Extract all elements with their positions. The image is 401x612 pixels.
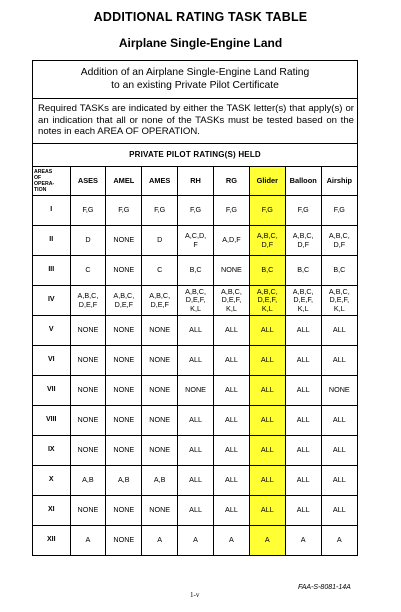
area-label: VIII — [33, 406, 70, 436]
task-cell-line: A,B — [82, 475, 94, 485]
table-row — [33, 226, 357, 256]
page-title: ADDITIONAL RATING TASK TABLE — [93, 10, 308, 24]
column-header-ames: AMES — [142, 167, 178, 196]
intro-line-1: Addition of an Airplane Single-Engine Land Rating — [80, 67, 310, 78]
page-number: 1-v — [190, 591, 200, 599]
table-row — [33, 286, 357, 316]
task-cell — [106, 346, 142, 376]
task-cell — [106, 196, 142, 226]
task-cell-line: F — [193, 239, 198, 249]
task-cell-line: NONE — [113, 415, 135, 425]
table-row — [33, 436, 357, 466]
task-cell-line: A,B,C, — [149, 291, 171, 301]
task-cell-line: D,E,F, — [185, 295, 206, 305]
task-cell-line: D — [157, 235, 163, 245]
task-cell-line: ALL — [189, 325, 202, 335]
task-cell — [321, 466, 357, 496]
task-cell — [178, 406, 214, 436]
task-cell-line: A — [157, 535, 163, 545]
intro-box — [33, 61, 357, 99]
task-cell-line: ALL — [296, 445, 310, 455]
task-cell-line: ALL — [225, 505, 238, 515]
task-cell — [214, 286, 250, 316]
task-cell-line: ALL — [260, 475, 274, 485]
page-subtitle: Airplane Single-Engine Land — [118, 36, 283, 50]
task-cell — [70, 226, 106, 256]
task-cell — [249, 346, 285, 376]
task-cell — [285, 376, 321, 406]
table-row — [33, 196, 357, 226]
task-cell — [214, 376, 250, 406]
task-cell-line: ALL — [296, 475, 310, 485]
area-label: V — [33, 316, 70, 346]
task-cell-line: A,B,C, — [77, 291, 99, 301]
task-cell — [106, 376, 142, 406]
task-cell-line: NONE — [77, 445, 99, 455]
task-cell-line: ALL — [260, 445, 274, 455]
task-cell-line: A — [85, 535, 91, 545]
task-cell — [321, 526, 357, 556]
table-header-row — [33, 167, 357, 196]
column-header-rh: RH — [178, 167, 214, 196]
task-cell — [285, 346, 321, 376]
task-cell-line: ALL — [296, 355, 310, 365]
corner-line: OF — [34, 174, 42, 181]
task-cell — [321, 376, 357, 406]
task-cell — [106, 316, 142, 346]
task-cell — [70, 526, 106, 556]
task-cell-line: ALL — [332, 355, 346, 365]
task-cell — [321, 256, 357, 286]
task-cell-line: ALL — [225, 355, 238, 365]
task-cell-line: K,L — [333, 303, 345, 313]
task-cell — [214, 406, 250, 436]
task-cell — [70, 286, 106, 316]
task-cell — [70, 496, 106, 526]
task-cell-line: NONE — [149, 505, 171, 515]
task-cell — [70, 466, 106, 496]
task-cell-line: ALL — [296, 415, 310, 425]
task-cell-line: ALL — [260, 355, 274, 365]
task-cell-line: A,B,C, — [113, 291, 135, 301]
task-cell-line: A,B,C, — [328, 231, 350, 241]
task-cell-line: A,B — [118, 475, 130, 485]
task-cell — [142, 406, 178, 436]
task-cell-line: D,E,F — [114, 299, 133, 309]
task-cell-line: B,C — [189, 265, 202, 275]
task-cell-line: D,F — [297, 239, 309, 249]
task-cell-line: NONE — [113, 325, 135, 335]
task-cell — [321, 436, 357, 466]
task-cell-line: ALL — [225, 325, 238, 335]
task-cell-line: F,G — [154, 205, 166, 215]
task-cell — [285, 436, 321, 466]
task-cell-line: NONE — [149, 325, 171, 335]
task-cell-line: ALL — [260, 385, 274, 395]
task-cell — [178, 316, 214, 346]
task-cell-line: A — [229, 535, 234, 545]
task-cell-line: ALL — [332, 445, 346, 455]
task-cell — [249, 466, 285, 496]
task-cell — [178, 496, 214, 526]
task-cell — [178, 436, 214, 466]
task-cell — [178, 256, 214, 286]
task-cell-line: ALL — [332, 325, 346, 335]
task-cell-line: NONE — [328, 385, 350, 395]
task-cell — [142, 436, 178, 466]
intro-line-2: to an existing Private Pilot Certificate — [111, 80, 279, 91]
area-label: VI — [33, 346, 70, 376]
task-cell-line: NONE — [113, 235, 135, 245]
task-cell — [214, 316, 250, 346]
task-cell-line: ALL — [260, 325, 274, 335]
task-cell — [178, 226, 214, 256]
task-cell-line: ALL — [260, 505, 274, 515]
task-cell-line: A — [336, 535, 342, 545]
task-cell — [106, 226, 142, 256]
task-cell — [285, 316, 321, 346]
task-cell — [70, 406, 106, 436]
task-cell-line: D,F — [333, 239, 346, 249]
corner-line: TION — [34, 187, 47, 194]
task-cell-line: NONE — [221, 265, 242, 275]
task-table-frame — [32, 60, 358, 556]
task-cell — [285, 526, 321, 556]
task-cell — [214, 526, 250, 556]
task-cell — [321, 226, 357, 256]
task-cell-line: K,L — [190, 303, 201, 313]
task-cell-line: ALL — [296, 505, 310, 515]
task-cell-line: D,E,F, — [329, 295, 350, 305]
task-cell-line: A — [264, 535, 270, 545]
task-cell-line: NONE — [113, 355, 135, 365]
task-cell-line: D — [85, 235, 91, 245]
task-cell — [214, 256, 250, 286]
task-cell — [285, 226, 321, 256]
task-cell-line: ALL — [332, 415, 346, 425]
task-cell — [142, 376, 178, 406]
task-cell-line: A,C,D, — [184, 231, 207, 241]
task-cell — [70, 376, 106, 406]
task-cell-line: NONE — [149, 445, 171, 455]
task-cell-line: ALL — [225, 415, 238, 425]
table-row — [33, 346, 357, 376]
areas-of-operation-header — [33, 167, 70, 196]
task-cell-line: ALL — [296, 385, 310, 395]
task-cell-line: NONE — [185, 385, 206, 395]
task-cell — [285, 466, 321, 496]
task-cell-line: D,E,F — [78, 299, 98, 309]
task-cell-line: A,B — [153, 475, 166, 485]
task-cell-line: A — [300, 535, 306, 545]
task-cell-line: NONE — [77, 325, 99, 335]
task-cell — [142, 256, 178, 286]
task-cell — [249, 226, 285, 256]
task-cell — [178, 376, 214, 406]
task-cell — [142, 346, 178, 376]
area-label: XI — [33, 496, 70, 526]
task-cell-line: F,G — [225, 205, 238, 215]
task-cell — [249, 256, 285, 286]
table-heading: PRIVATE PILOT RATING(S) HELD — [33, 144, 357, 167]
task-cell — [178, 346, 214, 376]
task-cell — [106, 526, 142, 556]
task-cell — [249, 526, 285, 556]
task-cell — [70, 346, 106, 376]
task-cell — [321, 346, 357, 376]
area-label: IV — [33, 286, 70, 316]
task-cell-line: A,B,C, — [256, 286, 278, 296]
task-cell — [285, 406, 321, 436]
task-cell-line: C — [85, 265, 91, 275]
task-cell-line: NONE — [77, 355, 99, 365]
task-cell — [214, 436, 250, 466]
task-cell-line: F,G — [333, 205, 345, 215]
table-row — [33, 466, 357, 496]
task-cell-line: ALL — [189, 355, 202, 365]
area-label: X — [33, 466, 70, 496]
task-cell — [249, 376, 285, 406]
task-cell — [249, 196, 285, 226]
task-cell-line: F,G — [82, 205, 94, 215]
area-label: IX — [33, 436, 70, 466]
column-header-airship: Airship — [321, 167, 357, 196]
task-cell — [214, 496, 250, 526]
table-row — [33, 376, 357, 406]
task-cell-line: NONE — [149, 385, 171, 395]
task-cell-line: A — [193, 535, 198, 545]
task-cell — [178, 286, 214, 316]
task-cell-line: ALL — [225, 385, 238, 395]
rating-task-table — [33, 167, 357, 555]
task-cell — [321, 406, 357, 436]
task-cell — [142, 496, 178, 526]
task-cell-line: C — [157, 265, 163, 275]
task-cell — [106, 466, 142, 496]
intro-note: Required TASKs are indicated by either the TASK letter(s) that apply(s) or an indication that all or none of the TASKs must be tested based on the notes in each AREA OF OPERATION. — [33, 99, 357, 144]
task-cell-line: D,E,F — [150, 299, 169, 309]
corner-line: AREAS — [34, 168, 53, 175]
area-label: XII — [33, 526, 70, 556]
column-header-ases: ASES — [70, 167, 106, 196]
task-cell — [142, 226, 178, 256]
task-cell-line: NONE — [77, 505, 99, 515]
task-cell-line: ALL — [332, 505, 346, 515]
task-cell — [249, 406, 285, 436]
task-cell — [285, 496, 321, 526]
area-label: I — [33, 196, 70, 226]
task-cell-line: D,E,F, — [221, 295, 242, 305]
document-id: FAA-S-8081-14A — [298, 584, 351, 591]
task-cell-line: ALL — [332, 475, 346, 485]
task-cell — [70, 436, 106, 466]
task-cell-line: NONE — [149, 355, 171, 365]
task-cell-line: NONE — [113, 505, 135, 515]
task-cell — [178, 466, 214, 496]
task-cell-line: A,B,C, — [221, 286, 242, 296]
task-cell-line: ALL — [260, 415, 274, 425]
task-cell — [321, 496, 357, 526]
task-cell — [249, 496, 285, 526]
task-cell — [106, 286, 142, 316]
table-row — [33, 496, 357, 526]
task-cell-line: ALL — [296, 325, 310, 335]
task-cell-line: A,B,C, — [292, 286, 314, 296]
task-cell-line: NONE — [149, 415, 171, 425]
table-row — [33, 256, 357, 286]
corner-line: OPERA- — [34, 181, 55, 187]
task-cell-line: B,C — [261, 265, 274, 275]
task-cell — [106, 406, 142, 436]
task-cell-line: NONE — [113, 385, 135, 395]
task-cell-line: A,B,C, — [292, 231, 314, 241]
task-cell-line: A,B,C, — [256, 231, 278, 241]
task-cell — [285, 256, 321, 286]
task-cell — [214, 226, 250, 256]
task-cell — [321, 196, 357, 226]
area-label: II — [33, 226, 70, 256]
task-cell — [142, 316, 178, 346]
task-cell — [178, 526, 214, 556]
column-header-amel: AMEL — [106, 167, 142, 196]
task-cell-line: ALL — [189, 505, 202, 515]
task-cell — [106, 436, 142, 466]
task-cell — [142, 466, 178, 496]
task-cell-line: ALL — [225, 445, 238, 455]
task-cell-line: A,B,C, — [328, 286, 350, 296]
task-cell-line: NONE — [113, 445, 135, 455]
task-cell — [285, 196, 321, 226]
task-cell-line: ALL — [189, 445, 202, 455]
task-cell-line: NONE — [113, 265, 135, 275]
task-cell-line: K,L — [261, 303, 273, 313]
task-cell — [214, 466, 250, 496]
task-cell-line: D,E,F, — [257, 295, 278, 305]
task-cell-line: NONE — [77, 415, 99, 425]
table-row — [33, 406, 357, 436]
task-cell — [249, 316, 285, 346]
task-cell-line: ALL — [189, 475, 202, 485]
table-row — [33, 316, 357, 346]
task-cell-line: NONE — [77, 385, 99, 395]
column-header-balloon: Balloon — [285, 167, 321, 196]
task-cell — [214, 196, 250, 226]
area-label: III — [33, 256, 70, 286]
task-cell-line: F,G — [189, 205, 202, 215]
task-cell-line: D,E,F, — [293, 295, 313, 305]
task-cell-line: ALL — [225, 475, 238, 485]
task-cell — [142, 286, 178, 316]
task-cell-line: D,F — [261, 239, 274, 249]
task-cell — [321, 316, 357, 346]
task-cell-line: ALL — [189, 415, 202, 425]
task-cell-line: F,G — [118, 205, 130, 215]
task-cell-line: F,G — [297, 205, 309, 215]
task-cell — [70, 316, 106, 346]
task-cell — [106, 256, 142, 286]
task-cell-line: A,D,F — [222, 235, 241, 245]
task-cell — [321, 286, 357, 316]
task-cell-line: F,G — [261, 205, 273, 215]
task-cell-line: K,L — [297, 303, 309, 313]
task-cell — [70, 196, 106, 226]
task-cell-line: NONE — [113, 535, 135, 545]
task-cell-line: A,B,C, — [185, 286, 206, 296]
task-cell — [214, 346, 250, 376]
task-cell — [142, 196, 178, 226]
area-label: VII — [33, 376, 70, 406]
task-cell-line: B,C — [297, 265, 310, 275]
task-cell — [178, 196, 214, 226]
task-cell-line: B,C — [333, 265, 346, 275]
table-row — [33, 526, 357, 556]
column-header-rg: RG — [214, 167, 250, 196]
task-cell — [249, 436, 285, 466]
column-header-glider: Glider — [249, 167, 285, 196]
task-cell — [249, 286, 285, 316]
task-cell-line: K,L — [226, 303, 237, 313]
task-cell — [70, 256, 106, 286]
task-cell — [285, 286, 321, 316]
task-cell — [142, 526, 178, 556]
task-cell — [106, 496, 142, 526]
